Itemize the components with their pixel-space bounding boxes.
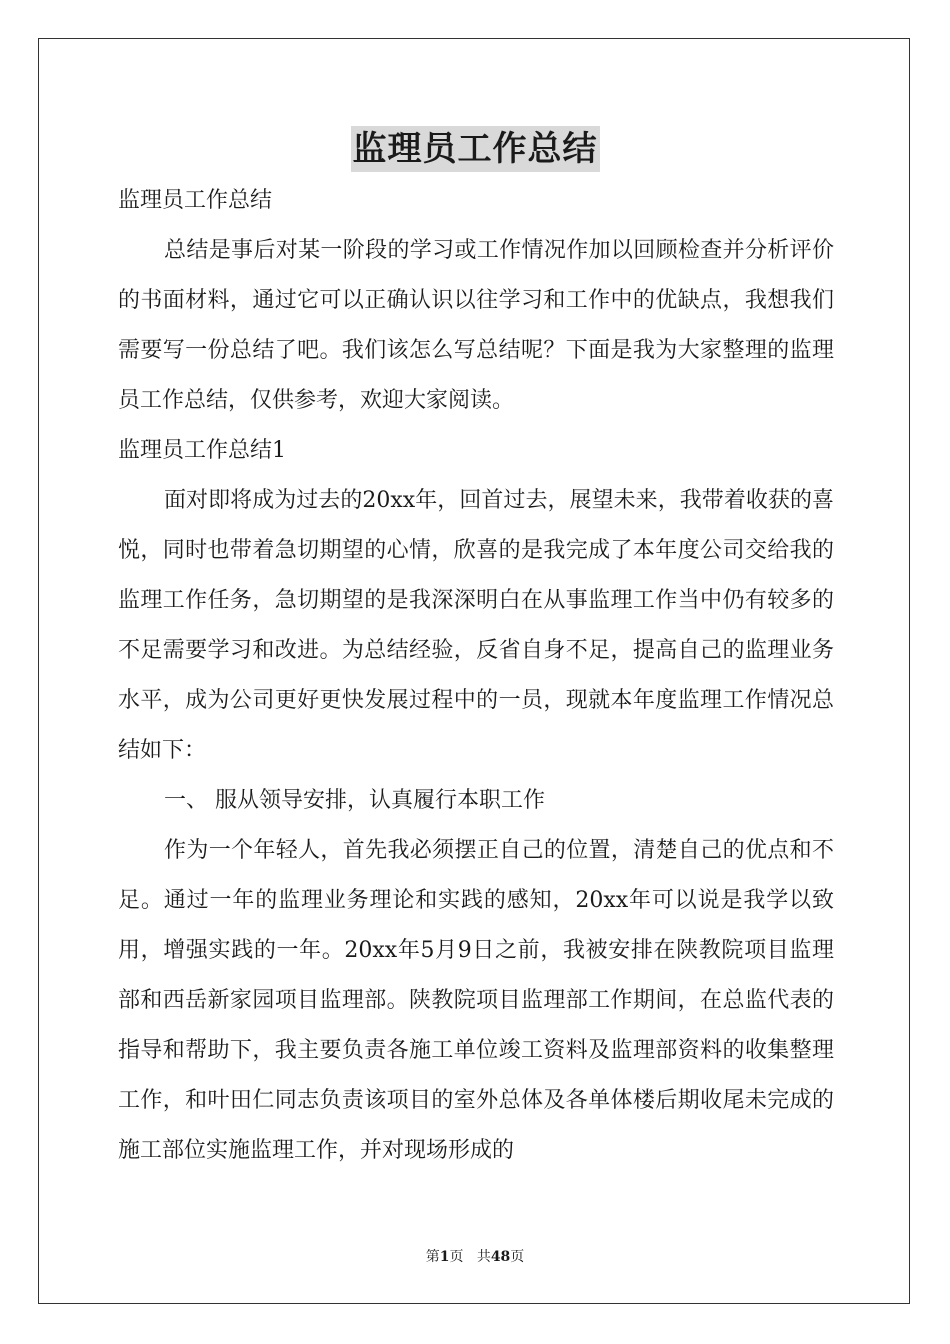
paragraph-body-1: 面对即将成为过去的20xx年，回首过去，展望未来，我带着收获的喜悦，同时也带着急切期望的心情，欣喜的是我完成了本年度公司交给我的监理工作任务，急切期望的是我深深明白在从事监理工作当中仍有较多的不足需要学习和改进。为总结经验，反省自身不足，提高自己的监理业务水平，成为公司更好更快发展过程中的一员，现就本年度监理工作情况总结如下： — [118, 488, 834, 763]
page-prefix: 第 — [425, 1249, 440, 1265]
page-footer — [0, 1246, 950, 1266]
document-title: 监理员工作总结 — [351, 126, 600, 172]
title-area — [0, 126, 950, 172]
paragraph-subtitle: 监理员工作总结 — [118, 188, 273, 213]
page-suffix: 页 — [449, 1249, 464, 1265]
paragraph-heading-1: 监理员工作总结1 — [118, 438, 286, 463]
total-prefix: 共 — [476, 1249, 491, 1265]
page-number: 1 — [439, 1249, 450, 1265]
paragraph-intro: 总结是事后对某一阶段的学习或工作情况作加以回顾检查并分析评价的书面材料，通过它可以正确认识以往学习和工作中的优缺点，我想我们需要写一份总结了吧。我们该怎么写总结呢？下面是我为大家整理的监理员工作总结，仅供参考，欢迎大家阅读。 — [118, 238, 834, 413]
paragraph-section-1: 一、 服从领导安排，认真履行本职工作 — [164, 788, 545, 813]
paragraph-body-2: 作为一个年轻人，首先我必须摆正自己的位置，清楚自己的优点和不足。通过一年的监理业务理论和实践的感知，20xx年可以说是我学以致用，增强实践的一年。20xx年5月9日之前，我被安排在陕教院项目监理部和西岳新家园项目监理部。陕教院项目监理部工作期间，在总监代表的指导和帮助下，我主要负责各施工单位竣工资料及监理部资料的收集整理工作，和叶田仁同志负责该项目的室外总体及各单体楼后期收尾未完成的施工部位实施监理工作，并对现场形成的 — [118, 838, 834, 1163]
document-body — [118, 176, 834, 1176]
total-suffix: 页 — [510, 1249, 525, 1265]
total-pages: 48 — [490, 1249, 511, 1265]
